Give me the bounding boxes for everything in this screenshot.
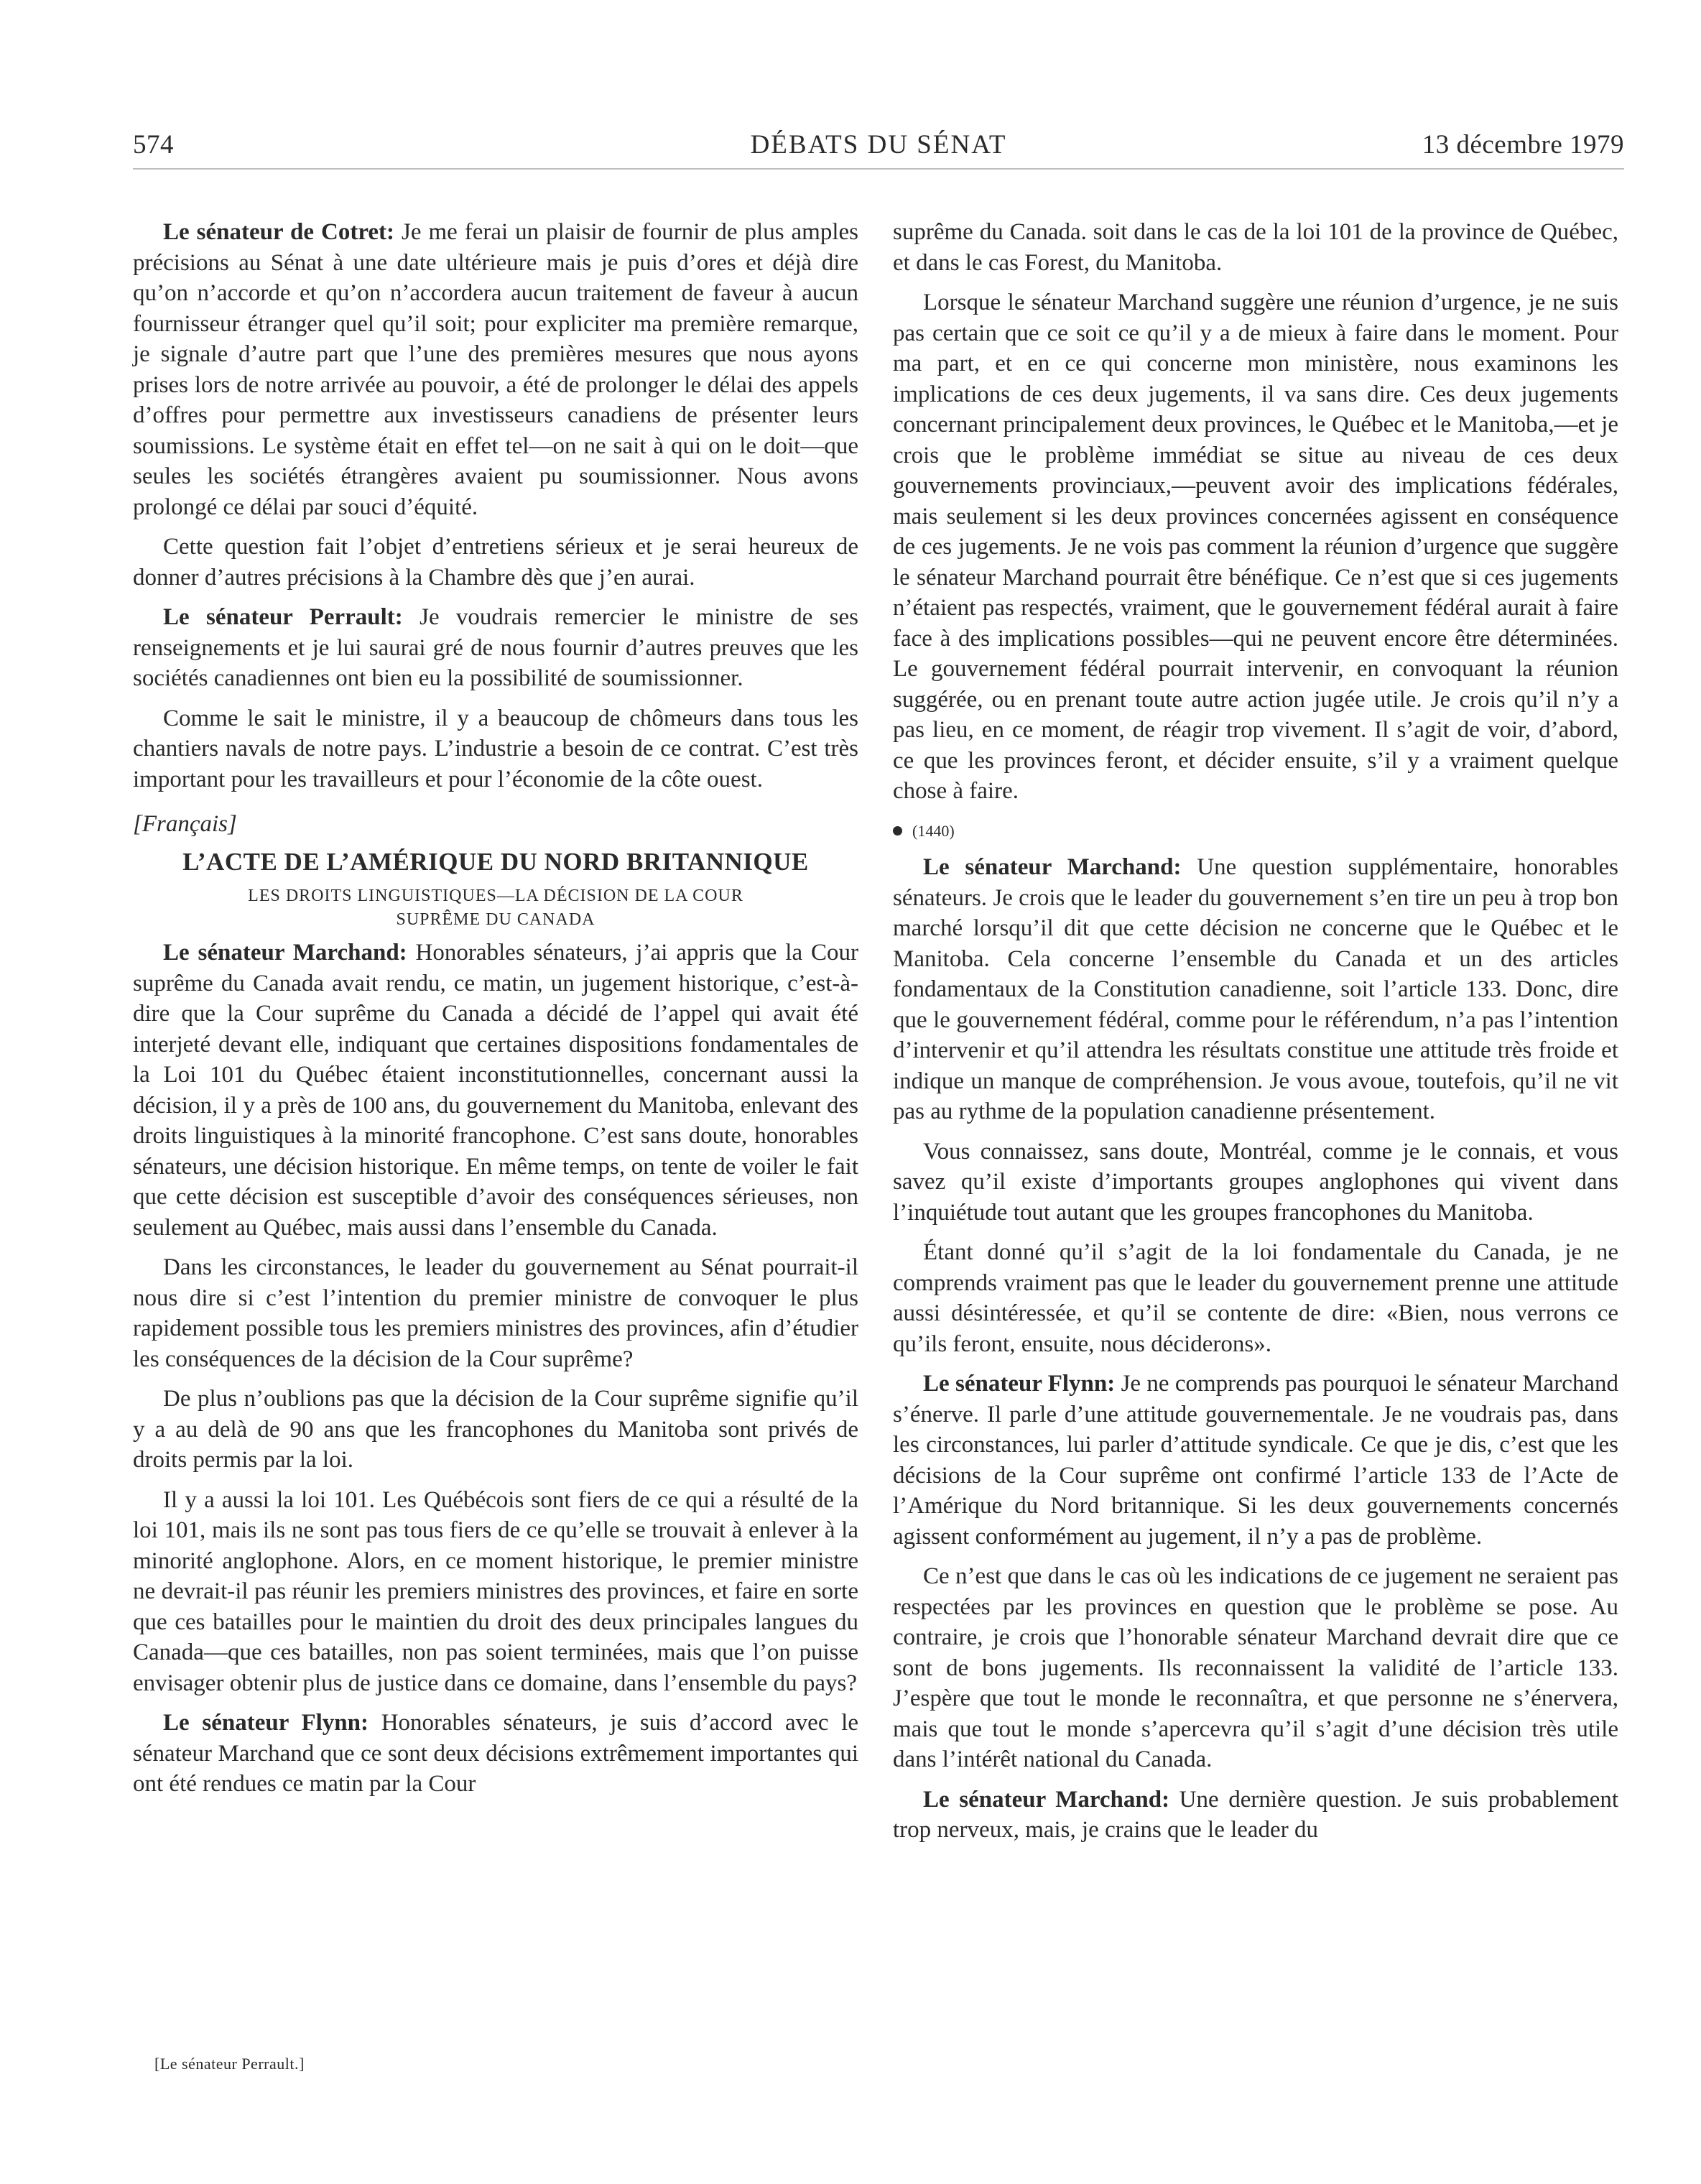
time-marker-label: (1440) (912, 821, 955, 840)
speech-text: Je voudrais remercier le ministre de ses renseignements et je lui saurai gré de nous fournir d’autres preuves que les sociétés canadiennes ont bien eu la possibilité de soumissionner. (133, 604, 858, 691)
subtitle-line: SUPRÊME DU CANADA (396, 910, 595, 929)
paragraph: Lorsque le sénateur Marchand suggère une réunion d’urgence, je ne suis pas certain que ce soit ce qu’il y a de mieux à faire dans le moment. Pour ma part, et en ce qui concerne mon ministère, nous examinons les implications de ces deux jugements, il va sans dire. Ces deux jugements concernant principalement deux provinces, le Québec et le Manitoba,—et je crois que le problème immédiat se situe au niveau de ces deux gouvernements provinciaux,—peuvent avoir des implications fédérales, mais seulement si les deux provinces concernées agissent en conséquence de ces jugements. Je ne vois pas comment la réunion d’urgence que suggère le sénateur Marchand pourrait être bénéfique. Ce n’est que si ces jugements n’étaient pas respectés, vraiment, que le gouvernement fédéral aurait à faire face à des implications possibles—qui ne peuvent encore être déterminées. Le gouvernement fédéral pourrait intervenir, en convoquant la réunion suggérée, ou en prenant toute autre action jugée utile. Je crois qu’il n’y a pas lieu, en ce moment, de réagir trop vivement. Il s’agit de voir, d’abord, ce que les provinces feront, et décider ensuite, s’il y a vraiment quelque chose à faire. (893, 290, 1618, 804)
paragraph (133, 1708, 858, 1800)
page-date: 13 décembre 1979 (1422, 130, 1624, 159)
section-subtitle (133, 884, 858, 932)
speaker-name: Le sénateur Marchand: (923, 854, 1182, 880)
speech-text: Une question supplémentaire, honorables sénateurs. Je crois que le leader du gouvernement s’en tire un peu à trop bon marché lorsqu’il dit que cette décision ne concerne que le Québec et le Manitoba. Cela concerne l’ensemble du Canada et un des articles fondamentaux de la Constitution canadienne, soit l’article 133. Donc, dire que le gouvernement fédéral, comme pour le référendum, n’a pas l’intention d’intervenir et qu’il attendra les résultats constitue une attitude très froide et indique un manque de compréhension. Je vous avoue, toutefois, qu’il ne vit pas au rythme de la population canadienne présentement. (893, 854, 1618, 1124)
left-column (133, 217, 858, 1809)
footer-note: [Le sénateur Perrault.] (154, 2055, 305, 2073)
speech-text: Une dernière question. Je suis probablement trop nerveux, mais, je crains que le leader du (893, 1786, 1618, 1843)
header-rule (133, 168, 1624, 170)
paragraph: De plus n’oublions pas que la décision de la Cour suprême signifie qu’il y a au delà de 90 ans que les francophones du Manitoba sont privés de droits permis par la loi. (133, 1386, 858, 1473)
paragraph (893, 1785, 1618, 1846)
time-marker (893, 816, 1618, 847)
paragraph: Dans les circonstances, le leader du gouvernement au Sénat pourrait-il nous dire si c’est l’intention du premier ministre de convoquer le plus rapidement possible tous les premiers ministres des provinces, afin d’étudier les conséquences de la décision de la Cour suprême? (133, 1254, 858, 1372)
paragraph: Étant donné qu’il s’agit de la loi fondamentale du Canada, je ne comprends vraiment pas que le leader du gouvernement prenne une attitude aussi désintéressée, et qu’il se contente de dire: «Bien, nous verrons ce qu’ils feront, ensuite, nous déciderons». (893, 1239, 1618, 1357)
bullet-icon (893, 826, 902, 836)
paragraph (133, 938, 858, 1243)
speaker-name: Le sénateur Flynn: (163, 1710, 369, 1736)
paragraph (133, 602, 858, 694)
speaker-name: Le sénateur Perrault: (163, 604, 403, 630)
paragraph: Il y a aussi la loi 101. Les Québécois sont fiers de ce qui a résulté de la loi 101, mais ils ne sont pas tous fiers de ce qu’elle se trouvait à enlever à la minorité anglophone. Alors, en ce moment historique, le premier ministre ne devrait-il pas réunir les premiers ministres des provinces, et faire en sorte que ces batailles pour le maintien du droit des deux principales langues du Canada—que ces batailles, non pas soient terminées, mais que l’on puisse envisager obtenir plus de justice dans ce domaine, dans l’ensemble du pays? (133, 1486, 858, 1696)
subtitle-line: LES DROITS LINGUISTIQUES—LA DÉCISION DE LA COUR (248, 887, 743, 905)
speech-text: Honorables sénateurs, j’ai appris que la Cour suprême du Canada avait rendu, ce matin, un jugement historique, c’est-à-dire que la Cour suprême du Canada a décidé de l’appel qui avait été interjeté devant elle, indiquant que certaines dispositions fondamentales de la Loi 101 du Québec étaient inconstitutionnelles, concernant aussi la décision, il y a près de 100 ans, du gouvernement du Manitoba, enlevant des droits linguistiques à la minorité francophone. C’est sans doute, honorables sénateurs, une décision historique. En même temps, on tente de voiler le fait que cette décision est susceptible d’avoir des conséquences sérieuses, non seulement au Québec, mais aussi dans l’ensemble du Canada. (133, 940, 858, 1241)
speech-text: Je ne comprends pas pourquoi le sénateur Marchand s’énerve. Il parle d’une attitude gouvernementale. Je ne voudrais pas, dans les circonstances, lui parler d’attitude syndicale. Ce que je dis, c’est que les décisions de la Cour suprême ont confirmé l’article 133 de l’Acte de l’Amérique du Nord britannique. Si les deux gouvernements concernés agissent conformément au jugement, il n’y a pas de problème. (893, 1371, 1619, 1550)
page-number: 574 (133, 130, 174, 159)
speech-text: Je me ferai un plaisir de fournir de plus amples précisions au Sénat à une date ultérieure mais je puis d’ores et déjà dire qu’on n’accorde et qu’on n’accordera aucun traitement de faveur à aucun fournisseur étranger quel qu’il soit; pour expliciter ma première remarque, je signale d’autre part que l’une des premières mesures que nous ayons prises lors de notre arrivée au pouvoir, a été de prolonger le délai des appels d’offres pour permettre aux investisseurs canadiens de présenter leurs soumissions. Le système était en effet tel—on ne sait à qui on le doit—que seules les sociétés étrangères avaient pu soumissionner. Nous avons prolongé ce délai par souci d’équité. (133, 219, 858, 520)
speaker-name: Le sénateur Marchand: (163, 940, 407, 966)
right-column (893, 217, 1618, 1855)
paragraph: Comme le sait le ministre, il y a beaucoup de chômeurs dans tous les chantiers navals de notre pays. L’industrie a besoin de ce contrat. C’est très important pour les travailleurs et pour l’économie de la côte ouest. (133, 705, 858, 792)
paragraph: Cette question fait l’objet d’entretiens sérieux et je serai heureux de donner d’autres précisions à la Chambre dès que j’en aurai. (133, 534, 858, 591)
paragraph (133, 217, 858, 522)
paragraph: Vous connaissez, sans doute, Montréal, comme je le connais, et vous savez qu’il existe d’importants groupes anglophones qui vivent dans l’inquiétude tout autant que les groupes francophones du Manitoba. (893, 1138, 1618, 1226)
paragraph (893, 1369, 1618, 1552)
paragraph: suprême du Canada. soit dans le cas de la loi 101 de la province de Québec, et dans le cas Forest, du Manitoba. (893, 219, 1618, 276)
paragraph: Ce n’est que dans le cas où les indications de ce jugement ne seraient pas respectées par les provinces en question que le problème se pose. Au contraire, je crois que l’honorable sénateur Marchand devrait dire que ce sont de bons jugements. Ils reconnaissent la validité de l’article 133. J’espère que tout le monde le reconnaîtra, et que personne ne s’énervera, mais que tout le monde s’apercevra qu’il s’agit d’une décision très utile dans l’intérêt national du Canada. (893, 1563, 1618, 1772)
speaker-name: Le sénateur de Cotret: (163, 219, 394, 245)
speaker-name: Le sénateur Marchand: (923, 1786, 1170, 1813)
page-header (133, 129, 1624, 170)
language-tag: [Français] (133, 811, 237, 837)
section-title: L’ACTE DE L’AMÉRIQUE DU NORD BRITANNIQUE (182, 847, 809, 876)
publication-title: DÉBATS DU SÉNAT (750, 130, 1007, 159)
paragraph (893, 852, 1618, 1127)
speech-text: Honorables sénateurs, je suis d’accord avec le sénateur Marchand que ce sont deux décisions extrêmement importantes qui ont été rendues ce matin par la Cour (133, 1710, 858, 1797)
speaker-name: Le sénateur Flynn: (923, 1371, 1116, 1397)
